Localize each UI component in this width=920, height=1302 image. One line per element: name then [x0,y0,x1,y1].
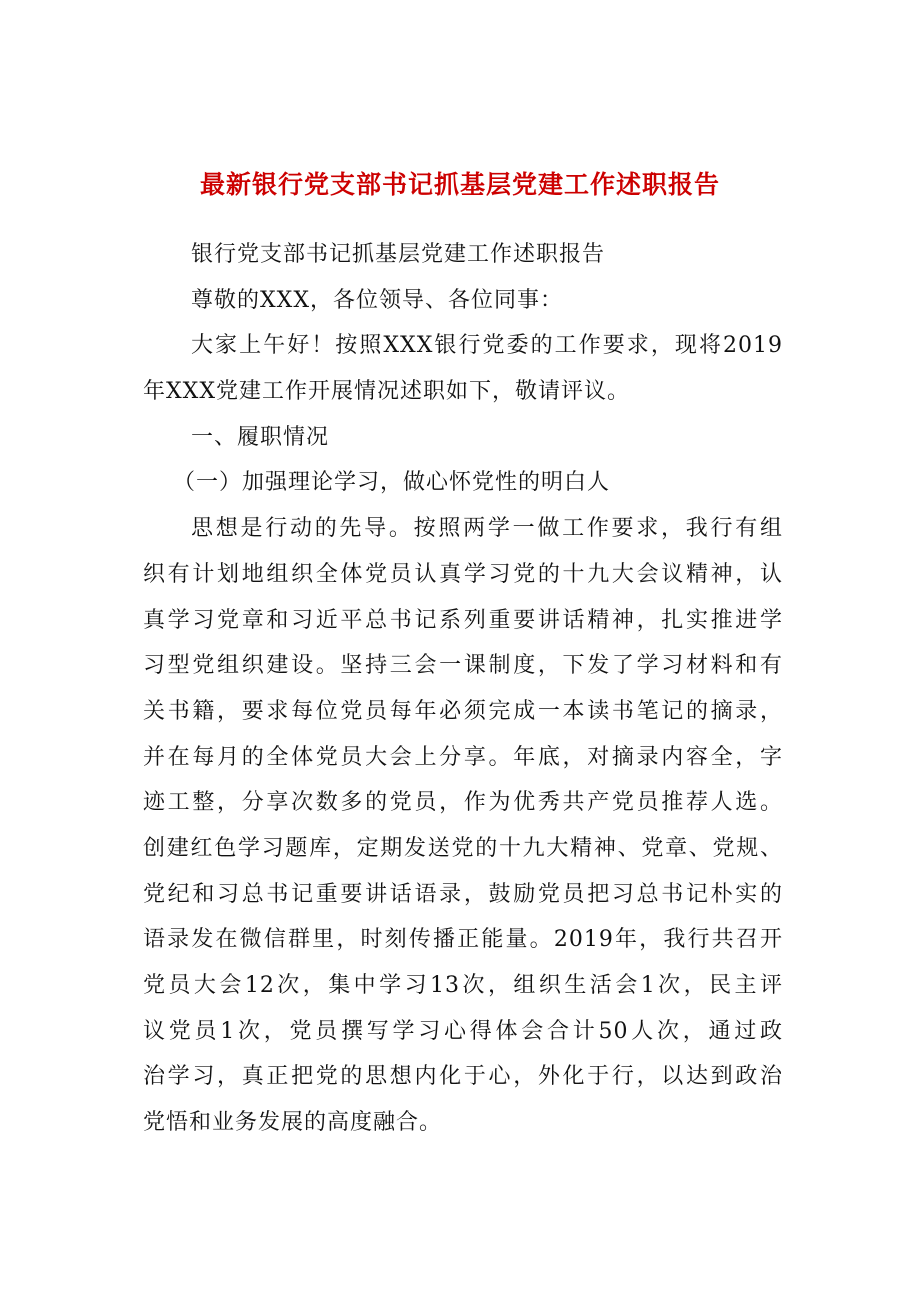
subsection-heading: （一）加强理论学习，做心怀党性的明白人 [173,470,611,496]
document-title: 最新银行党支部书记抓基层党建工作述职报告 [199,170,720,199]
body-line: 关书籍，要求每位党员每年必须完成一本读书笔记的摘录， [143,698,783,724]
body-line: 年XXX党建工作开展情况述职如下，敬请评议。 [143,379,630,405]
body-line: 治学习，真正把党的思想内化于心，外化于行，以达到政治 [143,1064,783,1090]
body-line: 习型党组织建设。坚持三会一课制度，下发了学习材料和有 [143,653,783,679]
section-heading: 一、履职情况 [191,424,330,450]
body-line: 创建红色学习题库，定期发送党的十九大精神、党章、党规、 [143,835,783,861]
body-line-subtitle: 银行党支部书记抓基层党建工作述职报告 [191,242,606,267]
body-line: 语录发在微信群里，时刻传播正能量。2019年，我行共召开 [143,927,783,953]
document-body [143,232,783,1146]
body-line: 真学习党章和习近平总书记系列重要讲话精神，扎实推进学 [143,607,783,633]
body-line: 大家上午好！按照XXX银行党委的工作要求，现将2019 [191,333,783,359]
body-line: 织有计划地组织全体党员认真学习党的十九大会议精神，认 [143,561,783,587]
body-line: 党纪和习总书记重要讲话语录，鼓励党员把习总书记朴实的 [143,881,783,907]
body-line: 党悟和业务发展的高度融合。 [143,1110,443,1136]
body-line: 党员大会12次，集中学习13次，组织生活会1次，民主评 [143,973,783,998]
body-line-salutation: 尊敬的XXX，各位领导、各位同事： [191,287,563,313]
body-line: 迹工整，分享次数多的党员，作为优秀共产党员推荐人选。 [143,790,783,816]
body-line: 议党员1次，党员撰写学习心得体会合计50人次，通过政 [143,1018,783,1044]
body-line: 思想是行动的先导。按照两学一做工作要求，我行有组 [191,516,783,542]
body-line: 并在每月的全体党员大会上分享。年底，对摘录内容全，字 [143,744,783,770]
